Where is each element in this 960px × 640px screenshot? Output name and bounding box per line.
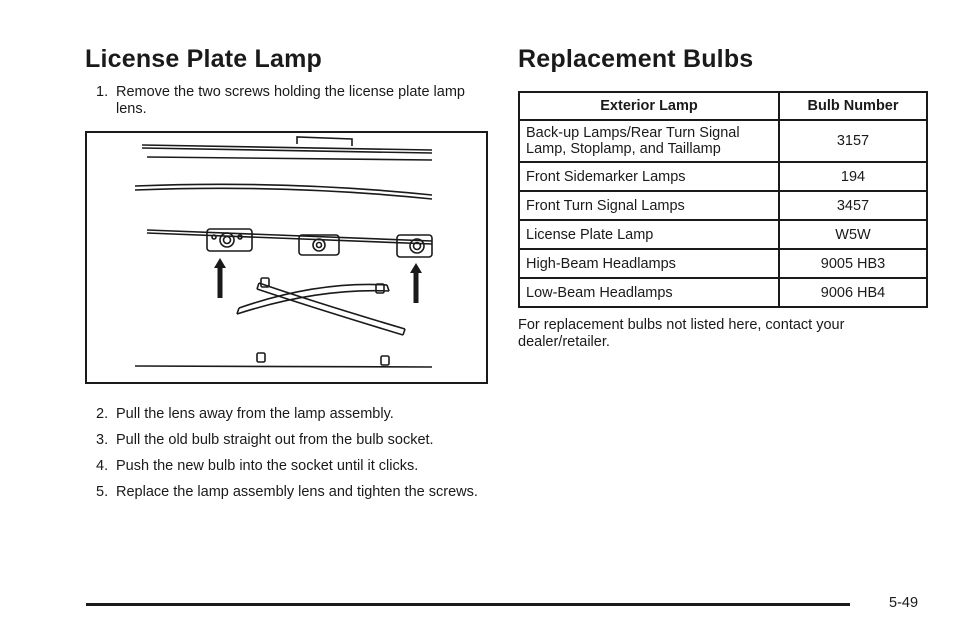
screw-hole	[257, 353, 265, 362]
steps-list-top	[85, 84, 490, 118]
step-number: 5.	[96, 484, 109, 500]
step-item	[85, 458, 490, 475]
trim-clip	[297, 137, 352, 146]
lamp-housing-right	[397, 235, 432, 257]
lamp-cell: Back-up Lamps/Rear Turn Signal Lamp, Stoplamp, and Taillamp	[519, 120, 779, 162]
left-column	[85, 42, 490, 510]
step-number: 4.	[96, 458, 109, 474]
replacement-note: For replacement bulbs not listed here, contact your dealer/retailer.	[518, 317, 845, 350]
center-housing	[299, 235, 339, 255]
step-item	[85, 484, 490, 501]
step-item	[85, 406, 490, 423]
bulb-cell: 9005 HB3	[779, 249, 927, 278]
trim-line	[147, 157, 432, 160]
page-number: 5-49	[889, 595, 919, 611]
lamp-cell: Front Turn Signal Lamps	[519, 191, 779, 220]
table-row	[519, 220, 927, 249]
step-item	[85, 84, 490, 118]
arrow-up-icon	[410, 263, 422, 303]
lamp-cell: License Plate Lamp	[519, 220, 779, 249]
step-number: 2.	[96, 406, 109, 422]
steps-list-bottom	[85, 406, 490, 501]
step-text: Push the new bulb into the socket until it clicks.	[116, 458, 419, 474]
lamp-socket-left	[220, 233, 234, 247]
bulb-table	[518, 91, 928, 308]
license-plate-lamp-illustration	[85, 131, 488, 384]
table-row	[519, 162, 927, 191]
fascia-edge	[147, 230, 432, 241]
bulb-cell: 194	[779, 162, 927, 191]
screw-hole	[381, 356, 389, 365]
lamp-cell: High-Beam Headlamps	[519, 249, 779, 278]
fascia-edge	[147, 233, 432, 244]
step-text: Pull the lens away from the lamp assembly.	[116, 406, 394, 422]
step-text: Remove the two screws holding the license plate lamp lens.	[116, 84, 465, 117]
step-text: Pull the old bulb straight out from the bulb socket.	[116, 432, 434, 448]
bulb-cell: 3157	[779, 120, 927, 162]
column-header-bulb-number: Bulb Number	[779, 92, 927, 120]
step-number: 1.	[96, 84, 109, 100]
arrow-up-icon	[214, 258, 226, 298]
trim-line	[135, 188, 432, 199]
footer-rule	[86, 603, 850, 606]
section-heading-replacement-bulbs: Replacement Bulbs	[518, 45, 754, 73]
lamp-cell: Front Sidemarker Lamps	[519, 162, 779, 191]
lens-bar	[259, 283, 405, 329]
screw-icon	[212, 235, 216, 239]
table-row	[519, 191, 927, 220]
lamp-cell: Low-Beam Headlamps	[519, 278, 779, 307]
bumper-line	[135, 366, 432, 367]
bulb-cell: W5W	[779, 220, 927, 249]
table-row	[519, 278, 927, 307]
lamp-diagram-svg	[87, 133, 486, 382]
bulb-cell: 9006 HB4	[779, 278, 927, 307]
step-item	[85, 432, 490, 449]
table-row	[519, 249, 927, 278]
step-text: Replace the lamp assembly lens and tighten the screws.	[116, 484, 478, 500]
column-header-exterior-lamp: Exterior Lamp	[519, 92, 779, 120]
right-column	[518, 42, 930, 366]
step-number: 3.	[96, 432, 109, 448]
table-row	[519, 120, 927, 162]
bulb-cell: 3457	[779, 191, 927, 220]
section-heading-license-plate-lamp: License Plate Lamp	[85, 45, 323, 73]
table-header-row	[519, 92, 927, 120]
